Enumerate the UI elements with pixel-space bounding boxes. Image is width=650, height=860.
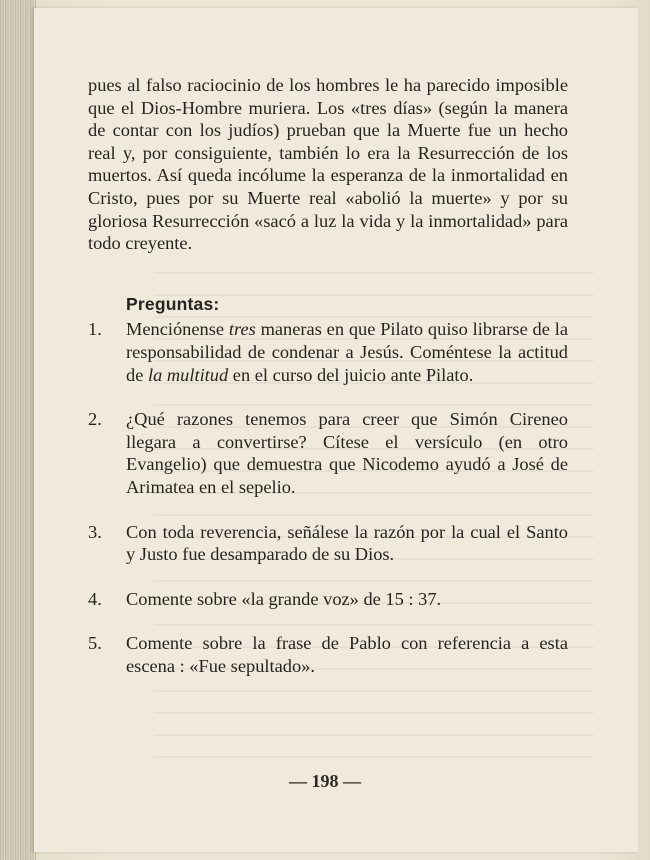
page-number: — 198 — — [289, 771, 361, 791]
question-2 — [88, 408, 568, 498]
question-number: 3. — [88, 521, 102, 542]
question-3 — [88, 521, 568, 566]
question-text: Comente sobre «la grande voz» de 15 : 37. — [126, 588, 442, 609]
question-4 — [88, 588, 568, 611]
question-emphasis: tres — [228, 319, 256, 340]
question-emphasis: la multitud — [147, 364, 229, 385]
question-5 — [88, 632, 568, 677]
question-1 — [88, 318, 568, 386]
question-text: ¿Qué razones tenemos para creer que Simón Cireneo llegara a convertirse? Cítese el versículo (en otro Evangelio) que demuestra que Nicodemo ayudó a José de Arimatea en el sepelio. — [126, 409, 568, 497]
question-number: 1. — [88, 319, 102, 340]
question-text-part: Menciónense — [126, 319, 229, 340]
question-number: 4. — [88, 588, 102, 609]
body-paragraph: pues al falso raciocinio de los hombres le ha parecido imposible que el Dios-Hombre muriera. Los «tres días» (según la manera de contar con los judíos) prueban que la Muerte fue un hecho real y, por consiguiente, también lo era la Resurrección de los muertos. Así queda incólume la esperanza de la inmortalidad en Cristo, pues por su Muerte real «abolió la muerte» y por su gloriosa Resurrección «sacó a luz la vida y la inmortalidad» para todo creyente. — [88, 75, 568, 254]
question-text-part: maneras en que Pilato quiso librarse de la responsabilidad de condenar a Jesús. Coméntese la actitud de — [126, 319, 568, 385]
questions-heading: Preguntas: — [126, 293, 220, 314]
question-text: Comente sobre la frase de Pablo con referencia a esta escena : «Fue sepultado». — [126, 633, 568, 676]
question-number: 5. — [88, 633, 102, 654]
page-edges — [0, 0, 36, 860]
question-number: 2. — [88, 409, 102, 430]
question-text-part: en el curso del juicio ante Pilato. — [228, 364, 474, 385]
page-text — [88, 74, 568, 699]
question-text — [126, 318, 568, 386]
question-text: Con toda reverencia, señálese la razón por la cual el Santo y Justo fue desamparado de su Dios. — [126, 521, 568, 565]
